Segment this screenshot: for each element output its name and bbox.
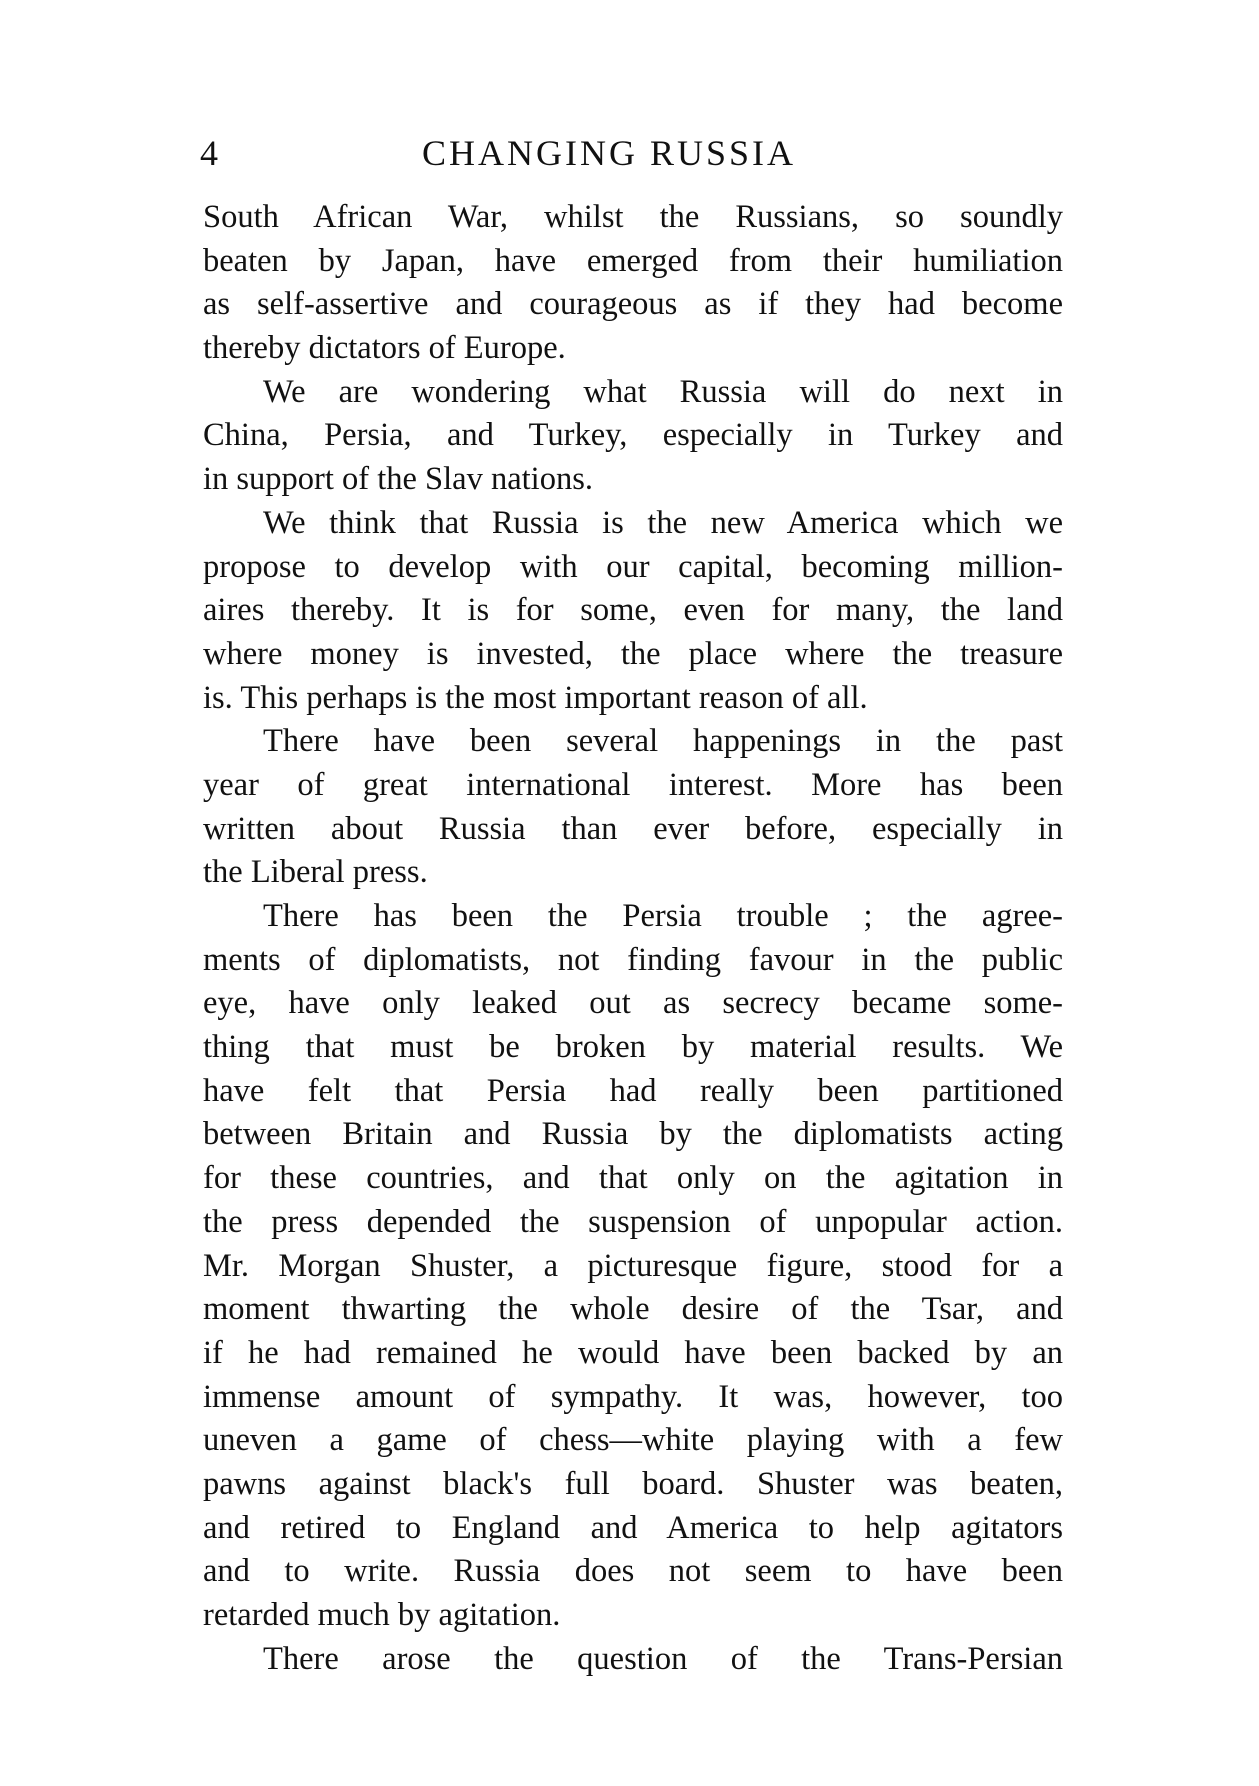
text-line: is. This perhaps is the most important reason of all. [203, 679, 868, 716]
text-line: and to write. Russia does not seem to have been [203, 1553, 1063, 1590]
text-line: uneven a game of chess—white playing with a few [203, 1422, 1063, 1459]
text-line: aires thereby. It is for some, even for many, the land [203, 592, 1063, 629]
text-line: written about Russia than ever before, especially in [203, 810, 1063, 847]
text-line: immense amount of sympathy. It was, however, too [203, 1378, 1063, 1415]
body-text [203, 196, 1063, 1681]
text-line: eye, have only leaked out as secrecy became some- [203, 985, 1063, 1022]
text-line: between Britain and Russia by the diplomatists acting [203, 1116, 1063, 1153]
text-line: the press depended the suspension of unpopular action. [203, 1203, 1063, 1240]
page-header [200, 128, 1060, 178]
page-number: 4 [200, 133, 218, 173]
text-line: for these countries, and that only on the agitation in [203, 1160, 1063, 1197]
text-line: where money is invested, the place where the treasure [203, 635, 1063, 672]
text-line: There have been several happenings in the past [263, 723, 1063, 760]
text-line: thereby dictators of Europe. [203, 330, 566, 367]
text-line: beaten by Japan, have emerged from their humiliation [203, 242, 1063, 279]
text-line: and retired to England and America to help agitators [203, 1509, 1063, 1546]
text-line: as self-assertive and courageous as if they had become [203, 286, 1063, 323]
text-line: retarded much by agitation. [203, 1597, 561, 1633]
text-line: thing that must be broken by material results. We [203, 1029, 1063, 1066]
text-line: We think that Russia is the new America which we [263, 504, 1063, 541]
text-line: We are wondering what Russia will do next in [263, 373, 1063, 410]
text-line: Mr. Morgan Shuster, a picturesque figure, stood for a [203, 1247, 1063, 1284]
text-line: There arose the question of the Trans-Persian [263, 1640, 1063, 1677]
text-line: ments of diplomatists, not finding favour in the public [203, 941, 1063, 978]
text-line: propose to develop with our capital, becoming million- [203, 548, 1063, 585]
text-line: pawns against black's full board. Shuster was beaten, [203, 1465, 1063, 1502]
text-line: moment thwarting the whole desire of the Tsar, and [203, 1291, 1063, 1328]
text-line: if he had remained he would have been backed by an [203, 1334, 1063, 1371]
text-line: China, Persia, and Turkey, especially in Turkey and [203, 417, 1063, 454]
running-title: CHANGING RUSSIA [422, 133, 797, 173]
text-line: have felt that Persia had really been partitioned [203, 1072, 1063, 1109]
text-line: South African War, whilst the Russians, so soundly [203, 199, 1063, 235]
text-line: There has been the Persia trouble ; the agree- [263, 898, 1063, 934]
text-line: the Liberal press. [203, 854, 428, 891]
text-line: year of great international interest. More has been [203, 766, 1063, 803]
text-line: in support of the Slav nations. [203, 461, 593, 498]
